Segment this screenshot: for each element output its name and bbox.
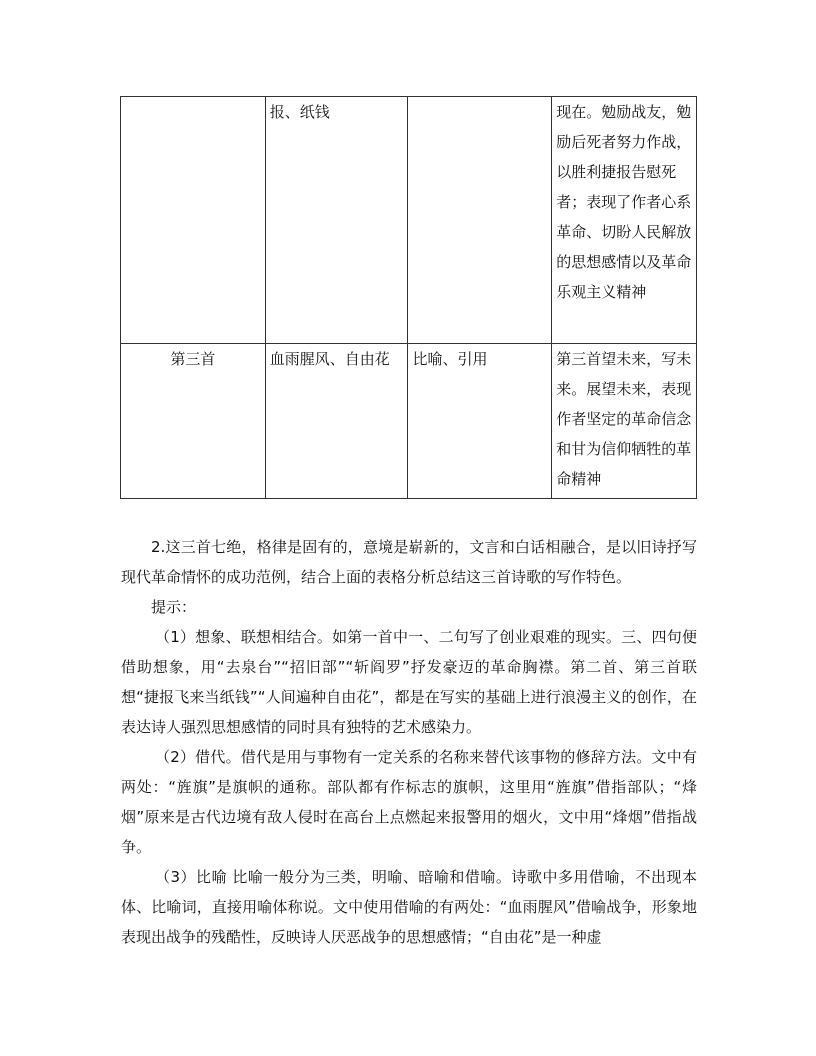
imagery-cell: 血雨腥风、自由花 [265,344,408,499]
rhetoric-cell: 比喻、引用 [408,344,552,499]
point-paragraph: （2）借代。借代是用与事物有一定关系的名称来替代该事物的修辞方法。文中有两处：“旌旗”是旗帜的通称。部队都有作标志的旗帜，这里用“旌旗”借指部队；“烽烟”原来是古代边境有敌人侵时在高台上点燃起来报警用的烟火，文中用“烽烟”借指战争。 [121,748,697,856]
poem-name-cell [121,97,266,344]
point-paragraph: （3）比喻 比喻一般分为三类，明喻、暗喻和借喻。诗歌中多用借喻，不出现本体、比喻词，直接用喻体称说。文中使用借喻的有两处：“血雨腥风”借喻战争，形象地表现出战争的残酷性，反映诗人厌恶战争的思想感情；“自由花”是一种虚 [121,868,697,946]
table-row [121,97,697,344]
analysis-text [121,532,697,952]
hint-label: 提示： [151,598,197,616]
poem-analysis-table [120,96,697,499]
question-paragraph: 2.这三首七绝，格律是固有的，意境是崭新的，文言和白话相融合，是以旧诗抒写现代革命情怀的成功范例，结合上面的表格分析总结这三首诗歌的写作特色。 [121,538,697,586]
point-paragraph: （1）想象、联想相结合。如第一首中一、二句写了创业艰难的现实。三、四句便借助想象，用“去泉台”“招旧部”“斩阎罗”抒发豪迈的革命胸襟。第二首、第三首联想“捷报飞来当纸钱”“人间遍种自由花”，都是在写实的基础上进行浪漫主义的创作，在表达诗人强烈思想感情的同时具有独特的艺术感染力。 [121,628,697,736]
poem-name-cell: 第三首 [121,344,266,499]
theme-cell: 现在。勉励战友，勉励后死者努力作战，以胜利捷报告慰死者；表现了作者心系革命、切盼人民解放的思想感情以及革命乐观主义精神 [552,97,697,344]
theme-cell: 第三首望未来，写未来。展望未来，表现作者坚定的革命信念和甘为信仰牺牲的革命精神 [552,344,697,499]
imagery-cell: 报、纸钱 [265,97,408,344]
rhetoric-cell [408,97,552,344]
table-row [121,344,697,499]
